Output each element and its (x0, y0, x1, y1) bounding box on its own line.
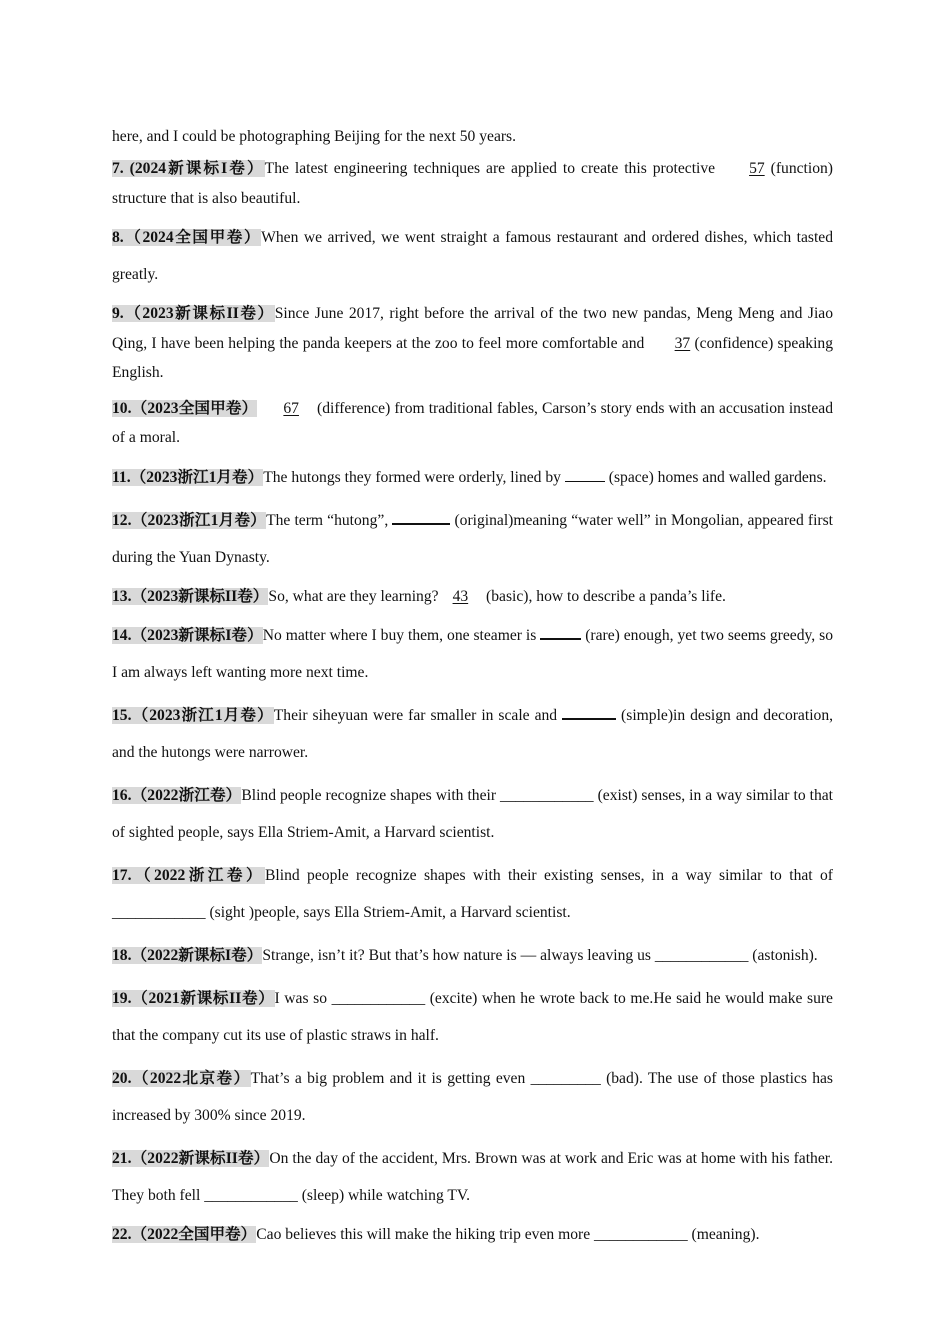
question-7-after: (function) structure that is also beautiful. (112, 160, 833, 207)
question-14-before: No matter where I buy them, one steamer is (262, 627, 541, 644)
question-9-answer: 37 (674, 334, 691, 352)
question-15 (112, 697, 833, 771)
question-16-tag: 16.（2022浙江卷） (112, 787, 242, 804)
question-22-tag: 22.（2022全国甲卷） (112, 1226, 257, 1243)
question-11-after: (space) homes and walled gardens. (604, 468, 827, 486)
question-17-blank[interactable]: ____________ (112, 904, 206, 921)
question-18-after: (astonish). (748, 947, 818, 964)
question-7-answer: 57 (749, 160, 765, 177)
question-13-tag: 13.（2023新课标II卷） (112, 587, 269, 605)
question-10-after: (difference) from traditional fables, Carson’s story ends with an accusation instead of a moral. (112, 399, 833, 446)
question-7-tag: 7. (2024新课标I卷） (112, 160, 265, 177)
question-21-before: On the day of the accident, Mrs. Brown was at work and Eric was at home with his father. They both fell (112, 1150, 833, 1204)
question-14 (112, 617, 833, 691)
question-19-blank[interactable]: ____________ (331, 990, 426, 1007)
question-17-after: (sight )people, says Ella Striem-Amit, a Harvard scientist. (205, 904, 571, 921)
question-22-before: Cao believes this will make the hiking trip even more (256, 1226, 595, 1243)
question-7-before: The latest engineering techniques are applied to create this protective (264, 160, 722, 177)
question-14-tag: 14.（2023新课标I卷） (112, 627, 263, 644)
question-21-after: (sleep) while watching TV. (297, 1187, 471, 1204)
question-10-answer: 67 (283, 399, 299, 417)
question-8-tag: 8.（2024全国甲卷） (112, 229, 262, 246)
question-20 (112, 1060, 833, 1134)
question-14-blank[interactable] (540, 624, 581, 640)
question-17-tag: 17.（2022浙江卷） (112, 867, 266, 884)
question-12-after: (original)meaning “water well” in Mongolian, appeared first during the Yuan Dynasty. (112, 511, 833, 566)
question-15-before: Their siheyuan were far smaller in scale and (273, 707, 563, 724)
question-8 (112, 219, 833, 293)
question-19 (112, 980, 833, 1054)
question-10-tag: 10.（2023全国甲卷） (112, 399, 258, 417)
question-12-blank[interactable] (392, 509, 450, 525)
question-19-after: (excite) when he wrote back to me.He said he would make sure that the company cut its use of plastic straws in half. (112, 990, 833, 1044)
question-12-before: The term “hutong”, (266, 511, 393, 529)
question-18-before: Strange, isn’t it? But that’s how nature is — always leaving us (262, 947, 655, 964)
question-9 (112, 299, 833, 388)
question-9-after: (confidence) speaking English. (112, 334, 833, 381)
question-13-after: (basic), how to describe a panda’s life. (482, 587, 726, 605)
question-22 (112, 1220, 833, 1250)
question-20-tag: 20.（2022北京卷） (112, 1070, 251, 1087)
question-18-blank[interactable]: ____________ (654, 947, 749, 964)
document-page (112, 124, 833, 1256)
lead-text: here, and I could be photographing Beijing for the next 50 years. (112, 128, 517, 145)
question-13-answer: 43 (452, 587, 469, 605)
question-10 (112, 394, 833, 453)
question-11-before: The hutongs they formed were orderly, lined by (263, 468, 565, 486)
question-16 (112, 777, 833, 851)
question-13 (112, 582, 833, 612)
question-15-blank[interactable] (562, 704, 616, 720)
question-15-after: (simple)in design and decoration, and the hutongs were narrower. (112, 707, 834, 761)
question-11-blank[interactable] (565, 467, 605, 482)
question-11-tag: 11.（2023浙江1月卷） (112, 468, 264, 486)
question-7 (112, 154, 833, 213)
question-8-text: When we arrived, we went straight a famous restaurant and ordered dishes, which tasted greatly. (112, 229, 834, 283)
question-9-before: Since June 2017, right before the arrival of the two new pandas, Meng Meng and Jiao Qing, I have been helping the panda keepers at the zoo to feel more comfortable and (112, 305, 833, 352)
question-18-tag: 18.（2022新课标I卷） (112, 947, 263, 964)
question-11 (112, 459, 833, 496)
question-16-blank[interactable]: ____________ (500, 787, 594, 804)
question-21 (112, 1140, 833, 1214)
question-19-before: I was so (274, 990, 332, 1007)
question-19-tag: 19.（2021新课标II卷） (112, 990, 275, 1007)
question-13-before: So, what are they learning? (268, 587, 439, 605)
question-12-tag: 12.（2023浙江1月卷） (112, 511, 267, 529)
question-20-before: That’s a big problem and it is getting even (250, 1070, 531, 1087)
question-12 (112, 502, 833, 576)
question-22-after: (meaning). (687, 1226, 760, 1243)
question-18 (112, 937, 833, 974)
question-20-after: (bad). The use of those plastics has increased by 300% since 2019. (112, 1070, 833, 1124)
question-22-blank[interactable]: ____________ (594, 1226, 688, 1243)
question-20-blank[interactable]: _________ (530, 1070, 601, 1087)
question-16-before: Blind people recognize shapes with their (241, 787, 501, 804)
question-17-before: Blind people recognize shapes with their existing senses, in a way similar to that of (265, 867, 833, 884)
question-17 (112, 857, 833, 931)
question-16-after: (exist) senses, in a way similar to that of sighted people, says Ella Striem-Amit, a Harvard scientist. (112, 787, 833, 841)
question-21-tag: 21.（2022新课标II卷） (112, 1150, 270, 1167)
question-21-blank[interactable]: ____________ (204, 1187, 298, 1204)
question-15-tag: 15.（2023浙江1月卷） (112, 707, 274, 724)
question-9-tag: 9.（2023新课标II卷） (112, 305, 275, 322)
question-14-after: (rare) enough, yet two seems greedy, so I am always left wanting more next time. (112, 627, 833, 681)
